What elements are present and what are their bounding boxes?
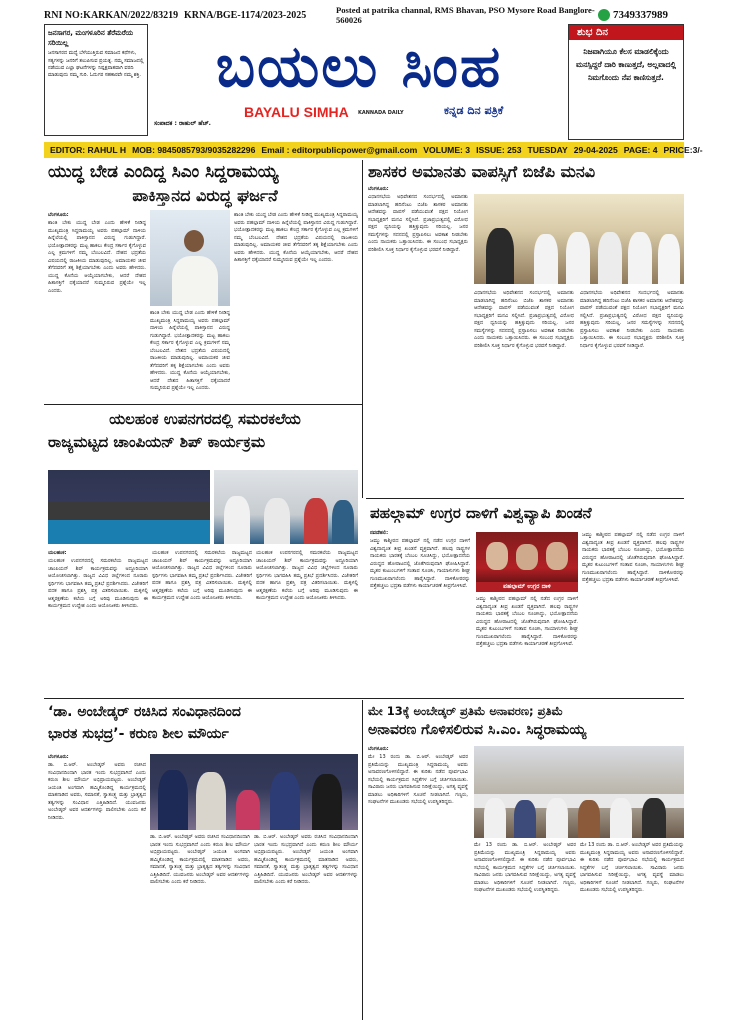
price: PRICE:3/-: [663, 145, 703, 155]
article-dateline: ಬೆಂಗಳೂರು:: [368, 746, 389, 752]
email: Email : editorpublicpower@gmail.com: [261, 145, 418, 155]
championship-guests-photo: [214, 470, 358, 544]
article-body-col3: ಮೇ 13 ರಂದು ಡಾ. ಬಿ.ಆರ್. ಅಂಬೇಡ್ಕರ್ ಅವರ ಪ್ರತಿಮೆಯನ್ನು ಮುಖ್ಯಮಂತ್ರಿ ಸಿದ್ಧರಾಮಯ್ಯ ಅವರು ಅನಾವರಣಗೊಳಿಸಲಿದ್ದಾರೆ. ಈ ಕುರಿತು ನಡೆದ ಪೂರ್ವಭಾವಿ ಸಭೆಯಲ್ಲಿ ಕಾರ್ಯಕ್ರಮದ ಸಿದ್ಧತೆಗಳ ಬಗ್ಗೆ ಚರ್ಚಿಸಲಾಯಿತು. ಸಾವಿರಾರು ಜನರು ಭಾಗವಹಿಸುವ ನಿರೀಕ್ಷೆಯಿದ್ದು, ಅಗತ್ಯ ವ್ಯವಸ್ಥೆ ಮಾಡಲು ಅಧಿಕಾರಿಗಳಿಗೆ ಸೂಚನೆ ನೀಡಲಾಗಿದೆ. ಗಣ್ಯರು, ಸಂಘಟನೆಗಳ ಮುಖಂಡರು ಸಭೆಯಲ್ಲಿ ಉಪಸ್ಥಿತರಿದ್ದರು.: [580, 842, 684, 893]
krna-number: KRNA/BGE-1174/2023-2025: [184, 9, 307, 21]
section-divider: [44, 698, 684, 699]
article-body-col3: ಜಮ್ಮು ಕಾಶ್ಮೀರದ ಪಹಲ್ಗಾಮ್ ನಲ್ಲಿ ನಡೆದ ಉಗ್ರರ ದಾಳಿಗೆ ವಿಶ್ವದಾದ್ಯಂತ ತೀವ್ರ ಖಂಡನೆ ವ್ಯಕ್ತವಾಗಿದೆ. ಹಲವು ರಾಷ್ಟ್ರಗಳ ನಾಯಕರು ಭಾರತಕ್ಕೆ ಬೆಂಬಲ ಸೂಚಿಸಿದ್ದು, ಭಯೋತ್ಪಾದನೆಯ ವಿರುದ್ಧದ ಹೋರಾಟದಲ್ಲಿ ಜೊತೆಗಿರುವುದಾಗಿ ಘೋಷಿಸಿದ್ದಾರೆ. ಮೃತರ ಕುಟುಂಬಗಳಿಗೆ ಸಂತಾಪ ಸೂಚಿಸಿ, ಗಾಯಾಳುಗಳು ಶೀಘ್ರ ಗುಣಮುಖರಾಗಲೆಂದು ಹಾರೈಸಿದ್ದಾರೆ. ದಾಳಿಕೋರರನ್ನು ಪತ್ತೆಹಚ್ಚಲು ಭದ್ರತಾ ಪಡೆಗಳು ಕಾರ್ಯಾಚರಣೆ ತೀವ್ರಗೊಳಿಸಿವೆ.: [582, 532, 684, 583]
article-body-col3: ಯಲಹಂಕ ಉಪನಗರದಲ್ಲಿ ಸಮರಕಲೆಯ ರಾಜ್ಯಮಟ್ಟದ ಚಾಂಪಿಯನ್ ಶಿಪ್ ಕಾರ್ಯಕ್ರಮವನ್ನು ಅದ್ದೂರಿಯಾಗಿ ಆಯೋಜಿಸಲಾಗಿತ್ತು. ರಾಜ್ಯದ ವಿವಿಧ ಜಿಲ್ಲೆಗಳಿಂದ ನೂರಾರು ಸ್ಪರ್ಧಿಗಳು ಭಾಗವಹಿಸಿ ತಮ್ಮ ಪ್ರತಿಭೆ ಪ್ರದರ್ಶಿಸಿದರು. ವಿಜೇತರಿಗೆ ಪದಕ ಹಾಗೂ ಪ್ರಶಸ್ತಿ ಪತ್ರ ವಿತರಿಸಲಾಯಿತು. ಮಕ್ಕಳಲ್ಲಿ ಆತ್ಮರಕ್ಷಣೆಯ ಕಲೆಯ ಬಗ್ಗೆ ಅರಿವು ಮೂಡಿಸುವುದು ಈ ಕಾರ್ಯಕ್ರಮದ ಉದ್ದೇಶ ಎಂದು ಆಯೋಜಕರು ತಿಳಿಸಿದರು.: [256, 550, 358, 601]
title-english: BAYALU SIMHA: [244, 104, 349, 120]
article-body: ಶಾಂತಿ ಬೇಕು ಯುದ್ಧ ಬೇಡ ಎಂದು ಹೇಳಿಕೆ ನೀಡಿದ್ದ ಮುಖ್ಯಮಂತ್ರಿ ಸಿದ್ದರಾಮಯ್ಯ ಅವರು ಪಹಲ್ಗಾಮ್ ದಾಳಿಯ ಹಿನ್ನೆಲೆಯಲ್ಲಿ ಪಾಕಿಸ್ತಾನದ ವಿರುದ್ಧ ಗುಡುಗಿದ್ದಾರೆ. ಭಯೋತ್ಪಾದಕರನ್ನು ಮಟ್ಟ ಹಾಕಲು ಕೇಂದ್ರ ಸರ್ಕಾರ ಕೈಗೊಳ್ಳುವ ಎಲ್ಲ ಕ್ರಮಗಳಿಗೆ ನಮ್ಮ ಬೆಂಬಲವಿದೆ. ದೇಶದ ಭದ್ರತೆಯ ವಿಷಯದಲ್ಲಿ ರಾಜಕೀಯ ಮಾಡುವುದಿಲ್ಲ. ಅಮಾಯಕರ ಜೀವ ತೆಗೆದವರಿಗೆ ತಕ್ಕ ಶಿಕ್ಷೆಯಾಗಬೇಕು ಎಂದು ಅವರು ಹೇಳಿದರು. ಯುದ್ಧ ಕೊನೆಯ ಆಯ್ಕೆಯಾಗಬೇಕು, ಆದರೆ ದೇಶದ ಹಿತಾಸಕ್ತಿಗೆ ಧಕ್ಕೆಯಾದರೆ ಸುಮ್ಮನಿರುವ ಪ್ರಶ್ನೆಯೇ ಇಲ್ಲ ಎಂದರು.: [48, 220, 146, 294]
article-body-col2: ಜಮ್ಮು ಕಾಶ್ಮೀರದ ಪಹಲ್ಗಾಮ್ ನಲ್ಲಿ ನಡೆದ ಉಗ್ರರ ದಾಳಿಗೆ ವಿಶ್ವದಾದ್ಯಂತ ತೀವ್ರ ಖಂಡನೆ ವ್ಯಕ್ತವಾಗಿದೆ. ಹಲವು ರಾಷ್ಟ್ರಗಳ ನಾಯಕರು ಭಾರತಕ್ಕೆ ಬೆಂಬಲ ಸೂಚಿಸಿದ್ದು, ಭಯೋತ್ಪಾದನೆಯ ವಿರುದ್ಧದ ಹೋರಾಟದಲ್ಲಿ ಜೊತೆಗಿರುವುದಾಗಿ ಘೋಷಿಸಿದ್ದಾರೆ. ಮೃತರ ಕುಟುಂಬಗಳಿಗೆ ಸಂತಾಪ ಸೂಚಿಸಿ, ಗಾಯಾಳುಗಳು ಶೀಘ್ರ ಗುಣಮುಖರಾಗಲೆಂದು ಹಾರೈಸಿದ್ದಾರೆ. ದಾಳಿಕೋರರನ್ನು ಪತ್ತೆಹಚ್ಚಲು ಭದ್ರತಾ ಪಡೆಗಳು ಕಾರ್ಯಾಚರಣೆ ತೀವ್ರಗೊಳಿಸಿವೆ.: [476, 596, 578, 647]
left-info-box: [44, 24, 148, 136]
column-divider: [362, 700, 363, 1020]
article-body: ಡಾ. ಬಿ.ಆರ್. ಅಂಬೇಡ್ಕರ್ ಅವರು ರಚಿಸಿದ ಸಂವಿಧಾನದಿಂದಾಗಿ ಭಾರತ ಇಂದು ಸುಭದ್ರವಾಗಿದೆ ಎಂದು ಕರುಣ ಶೀಲ ಮೌರ್ಯ ಅಭಿಪ್ರಾಯಪಟ್ಟರು. ಅಂಬೇಡ್ಕರ್ ಜಯಂತಿ ಅಂಗವಾಗಿ ಹಮ್ಮಿಕೊಂಡಿದ್ದ ಕಾರ್ಯಕ್ರಮದಲ್ಲಿ ಮಾತನಾಡಿದ ಅವರು, ಸಮಾನತೆ, ಸ್ವಾತಂತ್ರ್ಯ ಮತ್ತು ಭ್ರಾತೃತ್ವದ ತತ್ವಗಳನ್ನು ಸಂವಿಧಾನ ಎತ್ತಿಹಿಡಿದಿದೆ. ಯುವಜನರು ಅಂಬೇಡ್ಕರ್ ಅವರ ಆದರ್ಶಗಳನ್ನು ಪಾಲಿಸಬೇಕು ಎಂದು ಕರೆ ನೀಡಿದರು.: [48, 762, 146, 821]
article-subheadline: ಅನಾವರಣ ಗೊಳಿಸಲಿರುವ ಸಿ.ಎಂ. ಸಿದ್ಧರಾಮಯ್ಯ: [368, 722, 587, 738]
article-body: ಜಮ್ಮು ಕಾಶ್ಮೀರದ ಪಹಲ್ಗಾಮ್ ನಲ್ಲಿ ನಡೆದ ಉಗ್ರರ ದಾಳಿಗೆ ವಿಶ್ವದಾದ್ಯಂತ ತೀವ್ರ ಖಂಡನೆ ವ್ಯಕ್ತವಾಗಿದೆ. ಹಲವು ರಾಷ್ಟ್ರಗಳ ನಾಯಕರು ಭಾರತಕ್ಕೆ ಬೆಂಬಲ ಸೂಚಿಸಿದ್ದು, ಭಯೋತ್ಪಾದನೆಯ ವಿರುದ್ಧದ ಹೋರಾಟದಲ್ಲಿ ಜೊತೆಗಿರುವುದಾಗಿ ಘೋಷಿಸಿದ್ದಾರೆ. ಮೃತರ ಕುಟುಂಬಗಳಿಗೆ ಸಂತಾಪ ಸೂಚಿಸಿ, ಗಾಯಾಳುಗಳು ಶೀಘ್ರ ಗುಣಮುಖರಾಗಲೆಂದು ಹಾರೈಸಿದ್ದಾರೆ. ದಾಳಿಕೋರರನ್ನು ಪತ್ತೆಹಚ್ಚಲು ಭದ್ರತಾ ಪಡೆಗಳು ಕಾರ್ಯಾಚರಣೆ ತೀವ್ರಗೊಳಿಸಿವೆ.: [370, 538, 470, 589]
info-bar: [44, 142, 703, 158]
lamp-lighting-photo: [150, 754, 358, 830]
article-headline: ‘ಡಾ. ಅಂಬೇಡ್ಕರ್ ರಚಿಸಿದ ಸಂವಿಧಾನದಿಂದ: [48, 704, 241, 720]
cm-photo: [150, 210, 230, 306]
article-body-col2: ಡಾ. ಬಿ.ಆರ್. ಅಂಬೇಡ್ಕರ್ ಅವರು ರಚಿಸಿದ ಸಂವಿಧಾನದಿಂದಾಗಿ ಭಾರತ ಇಂದು ಸುಭದ್ರವಾಗಿದೆ ಎಂದು ಕರುಣ ಶೀಲ ಮೌರ್ಯ ಅಭಿಪ್ರಾಯಪಟ್ಟರು. ಅಂಬೇಡ್ಕರ್ ಜಯಂತಿ ಅಂಗವಾಗಿ ಹಮ್ಮಿಕೊಂಡಿದ್ದ ಕಾರ್ಯಕ್ರಮದಲ್ಲಿ ಮಾತನಾಡಿದ ಅವರು, ಸಮಾನತೆ, ಸ್ವಾತಂತ್ರ್ಯ ಮತ್ತು ಭ್ರಾತೃತ್ವದ ತತ್ವಗಳನ್ನು ಸಂವಿಧಾನ ಎತ್ತಿಹಿಡಿದಿದೆ. ಯುವಜನರು ಅಂಬೇಡ್ಕರ್ ಅವರ ಆದರ್ಶಗಳನ್ನು ಪಾಲಿಸಬೇಕು ಎಂದು ಕರೆ ನೀಡಿದರು.: [150, 834, 250, 885]
article-body-col2: ಶಾಂತಿ ಬೇಕು ಯುದ್ಧ ಬೇಡ ಎಂದು ಹೇಳಿಕೆ ನೀಡಿದ್ದ ಮುಖ್ಯಮಂತ್ರಿ ಸಿದ್ದರಾಮಯ್ಯ ಅವರು ಪಹಲ್ಗಾಮ್ ದಾಳಿಯ ಹಿನ್ನೆಲೆಯಲ್ಲಿ ಪಾಕಿಸ್ತಾನದ ವಿರುದ್ಧ ಗುಡುಗಿದ್ದಾರೆ. ಭಯೋತ್ಪಾದಕರನ್ನು ಮಟ್ಟ ಹಾಕಲು ಕೇಂದ್ರ ಸರ್ಕಾರ ಕೈಗೊಳ್ಳುವ ಎಲ್ಲ ಕ್ರಮಗಳಿಗೆ ನಮ್ಮ ಬೆಂಬಲವಿದೆ. ದೇಶದ ಭದ್ರತೆಯ ವಿಷಯದಲ್ಲಿ ರಾಜಕೀಯ ಮಾಡುವುದಿಲ್ಲ. ಅಮಾಯಕರ ಜೀವ ತೆಗೆದವರಿಗೆ ತಕ್ಕ ಶಿಕ್ಷೆಯಾಗಬೇಕು ಎಂದು ಅವರು ಹೇಳಿದರು. ಯುದ್ಧ ಕೊನೆಯ ಆಯ್ಕೆಯಾಗಬೇಕು, ಆದರೆ ದೇಶದ ಹಿತಾಸಕ್ತಿಗೆ ಧಕ್ಕೆಯಾದರೆ ಸುಮ್ಮನಿರುವ ಪ್ರಶ್ನೆಯೇ ಇಲ್ಲ ಎಂದರು.: [150, 310, 230, 391]
quote-box-body: ನಿಜವಾಗಿಯೂ ಕೆಲಸ ಮಾಡಲಿಕ್ಕೆಂದು ಮನಸ್ಸಿದ್ದರೆ ದಾರಿ ಕಾಣುತ್ತದೆ, ಅಲ್ಲವಾದಲ್ಲಿ ನಿಮಗೊಂದು ನೆಪ ಕಾಣಿಸುತ್ತದೆ.: [575, 47, 677, 82]
editor-line: ಸಂಪಾದಕ : ರಾಹುಲ್ ಹೆಚ್.: [154, 120, 211, 127]
tagline: ಕನ್ನಡ ದಿನ ಪತ್ರಿಕೆ: [444, 104, 504, 117]
article-headline: ಪಹಲ್ಗಾಮ್ ಉಗ್ರರ ದಾಳಿಗೆ ವಿಶ್ವವ್ಯಾಪಿ ಖಂಡನೆ: [370, 504, 592, 522]
mobile-numbers: MOB: 9845085793/9035282296: [132, 145, 256, 155]
column-divider: [362, 160, 363, 498]
date: 29-04-2025: [573, 145, 618, 155]
quote-box: [568, 24, 684, 140]
posted-address: Posted at patrika channal, RMS Bhavan, PSO Mysore Road Banglore-560026: [336, 5, 595, 25]
article-subheadline: ಪಾಕಿಸ್ತಾನದ ವಿರುದ್ಧ ಘರ್ಜನೆ: [132, 186, 278, 205]
page-number: PAGE: 4: [623, 145, 658, 155]
article-dateline: ನವದೆಹಲಿ:: [370, 530, 389, 536]
left-box-body: ಜನಸಾಗರದ ಮಧ್ಯೆ ಬೆಳೆಯುತ್ತಿರುವ ಸಮಾಜದ ಕಥೆಗಳು, ಸತ್ಯಗಳನ್ನು ಜನರಿಗೆ ತಲುಪಿಸುವ ಪ್ರಯತ್ನ. ನಮ್ಮ ಸಮಾಜದಲ್ಲಿ ನಡೆಯುವ ಎಲ್ಲಾ ಘಟನೆಗಳನ್ನು ನಿಷ್ಪಕ್ಷಪಾತವಾಗಿ ವರದಿ ಮಾಡುವುದು ನಮ್ಮ ಗುರಿ. ಓದುಗರ ಸಹಕಾರವೇ ನಮ್ಮ ಶಕ್ತಿ.: [48, 50, 144, 79]
article-subheadline: ಭಾರತ ಸುಭದ್ರ’- ಕರುಣ ಶೀಲ ಮೌರ್ಯ: [48, 726, 229, 742]
article-dateline: ಬೆಂಗಳೂರು:: [48, 754, 69, 760]
rni-number: RNI NO:KARKAN/2022/83219: [44, 9, 179, 21]
article-body-col3: ಡಾ. ಬಿ.ಆರ್. ಅಂಬೇಡ್ಕರ್ ಅವರು ರಚಿಸಿದ ಸಂವಿಧಾನದಿಂದಾಗಿ ಭಾರತ ಇಂದು ಸುಭದ್ರವಾಗಿದೆ ಎಂದು ಕರುಣ ಶೀಲ ಮೌರ್ಯ ಅಭಿಪ್ರಾಯಪಟ್ಟರು. ಅಂಬೇಡ್ಕರ್ ಜಯಂತಿ ಅಂಗವಾಗಿ ಹಮ್ಮಿಕೊಂಡಿದ್ದ ಕಾರ್ಯಕ್ರಮದಲ್ಲಿ ಮಾತನಾಡಿದ ಅವರು, ಸಮಾನತೆ, ಸ್ವಾತಂತ್ರ್ಯ ಮತ್ತು ಭ್ರಾತೃತ್ವದ ತತ್ವಗಳನ್ನು ಸಂವಿಧಾನ ಎತ್ತಿಹಿಡಿದಿದೆ. ಯುವಜನರು ಅಂಬೇಡ್ಕರ್ ಅವರ ಆದರ್ಶಗಳನ್ನು ಪಾಲಿಸಬೇಕು ಎಂದು ಕರೆ ನೀಡಿದರು.: [254, 834, 358, 885]
left-box-heading: ಜನಸಾಗರ, ಮಂಗಳೂರಿನ ತೆರೆಮರೆಯ ಸರಿಯಿಲ್ಲ: [48, 29, 134, 48]
article-body-col2: ಮೇ 13 ರಂದು ಡಾ. ಬಿ.ಆರ್. ಅಂಬೇಡ್ಕರ್ ಅವರ ಪ್ರತಿಮೆಯನ್ನು ಮುಖ್ಯಮಂತ್ರಿ ಸಿದ್ಧರಾಮಯ್ಯ ಅವರು ಅನಾವರಣಗೊಳಿಸಲಿದ್ದಾರೆ. ಈ ಕುರಿತು ನಡೆದ ಪೂರ್ವಭಾವಿ ಸಭೆಯಲ್ಲಿ ಕಾರ್ಯಕ್ರಮದ ಸಿದ್ಧತೆಗಳ ಬಗ್ಗೆ ಚರ್ಚಿಸಲಾಯಿತು. ಸಾವಿರಾರು ಜನರು ಭಾಗವಹಿಸುವ ನಿರೀಕ್ಷೆಯಿದ್ದು, ಅಗತ್ಯ ವ್ಯವಸ್ಥೆ ಮಾಡಲು ಅಧಿಕಾರಿಗಳಿಗೆ ಸೂಚನೆ ನೀಡಲಾಗಿದೆ. ಗಣ್ಯರು, ಸಂಘಟನೆಗಳ ಮುಖಂಡರು ಸಭೆಯಲ್ಲಿ ಉಪಸ್ಥಿತರಿದ್ದರು.: [474, 842, 576, 893]
day: TUESDAY: [527, 145, 568, 155]
newspaper-title: ಬಯಲು ಸಿಂಹ: [215, 32, 503, 100]
title-english-small: KANNADA DAILY: [358, 110, 404, 116]
article-headline: ಯುದ್ಧ ಬೇಡ ಎಂದಿದ್ದ ಸಿಎಂ ಸಿದ್ದರಾಮಯ್ಯ: [48, 162, 279, 182]
issue: ISSUE: 253: [476, 145, 522, 155]
meeting-photo: [474, 746, 684, 838]
masthead: [44, 24, 684, 142]
volume: VOLUME: 3: [423, 145, 471, 155]
article-dateline: ಬೆಂಗಳೂರು:: [48, 212, 69, 218]
quote-box-heading: ಶುಭ ದಿನ: [569, 25, 683, 40]
whatsapp-contact: [598, 9, 668, 21]
section-divider: [44, 404, 362, 405]
article-dateline: ಯಲಹಂಕ:: [48, 550, 67, 556]
editor-name: EDITOR: RAHUL H: [50, 145, 127, 155]
article-body-col2: ವಿಧಾನಸಭೆಯ ಅಧಿವೇಶನದ ಸಂದರ್ಭದಲ್ಲಿ ಅಮಾನತು ಮಾಡಲಾಗಿದ್ದ ಹದಿನೆಂಟು ಬಿಜೆಪಿ ಶಾಸಕರ ಅಮಾನತು ಆದೇಶವನ್ನು ವಾಪಸ್ ಪಡೆಯುವಂತೆ ಪಕ್ಷದ ನಿಯೋಗ ಸಭಾಧ್ಯಕ್ಷರಿಗೆ ಮನವಿ ಸಲ್ಲಿಸಿದೆ. ಪ್ರಜಾಪ್ರಭುತ್ವದಲ್ಲಿ ವಿರೋಧ ಪಕ್ಷದ ಧ್ವನಿಯನ್ನು ಹತ್ತಿಕ್ಕುವುದು ಸರಿಯಲ್ಲ. ಜನರ ಸಮಸ್ಯೆಗಳನ್ನು ಸದನದಲ್ಲಿ ಪ್ರಸ್ತಾಪಿಸಲು ಅವಕಾಶ ನೀಡಬೇಕು ಎಂದು ನಾಯಕರು ಒತ್ತಾಯಿಸಿದರು. ಈ ಸಂಬಂಧ ಸಭಾಧ್ಯಕ್ಷರು ಪರಿಶೀಲಿಸಿ ಸೂಕ್ತ ನಿರ್ಧಾರ ಕೈಗೊಳ್ಳುವ ಭರವಸೆ ನೀಡಿದ್ದಾರೆ.: [474, 290, 574, 349]
top-bar: [44, 6, 684, 24]
article-body-col3: ವಿಧಾನಸಭೆಯ ಅಧಿವೇಶನದ ಸಂದರ್ಭದಲ್ಲಿ ಅಮಾನತು ಮಾಡಲಾಗಿದ್ದ ಹದಿನೆಂಟು ಬಿಜೆಪಿ ಶಾಸಕರ ಅಮಾನತು ಆದೇಶವನ್ನು ವಾಪಸ್ ಪಡೆಯುವಂತೆ ಪಕ್ಷದ ನಿಯೋಗ ಸಭಾಧ್ಯಕ್ಷರಿಗೆ ಮನವಿ ಸಲ್ಲಿಸಿದೆ. ಪ್ರಜಾಪ್ರಭುತ್ವದಲ್ಲಿ ವಿರೋಧ ಪಕ್ಷದ ಧ್ವನಿಯನ್ನು ಹತ್ತಿಕ್ಕುವುದು ಸರಿಯಲ್ಲ. ಜನರ ಸಮಸ್ಯೆಗಳನ್ನು ಸದನದಲ್ಲಿ ಪ್ರಸ್ತಾಪಿಸಲು ಅವಕಾಶ ನೀಡಬೇಕು ಎಂದು ನಾಯಕರು ಒತ್ತಾಯಿಸಿದರು. ಈ ಸಂಬಂಧ ಸಭಾಧ್ಯಕ್ಷರು ಪರಿಶೀಲಿಸಿ ಸೂಕ್ತ ನಿರ್ಧಾರ ಕೈಗೊಳ್ಳುವ ಭರವಸೆ ನೀಡಿದ್ದಾರೆ.: [580, 290, 684, 349]
article-subheadline: ರಾಜ್ಯಮಟ್ಟದ ಚಾಂಪಿಯನ್ ಶಿಪ್ ಕಾರ್ಯಕ್ರಮ: [48, 433, 266, 451]
article-body: ಮೇ 13 ರಂದು ಡಾ. ಬಿ.ಆರ್. ಅಂಬೇಡ್ಕರ್ ಅವರ ಪ್ರತಿಮೆಯನ್ನು ಮುಖ್ಯಮಂತ್ರಿ ಸಿದ್ಧರಾಮಯ್ಯ ಅವರು ಅನಾವರಣಗೊಳಿಸಲಿದ್ದಾರೆ. ಈ ಕುರಿತು ನಡೆದ ಪೂರ್ವಭಾವಿ ಸಭೆಯಲ್ಲಿ ಕಾರ್ಯಕ್ರಮದ ಸಿದ್ಧತೆಗಳ ಬಗ್ಗೆ ಚರ್ಚಿಸಲಾಯಿತು. ಸಾವಿರಾರು ಜನರು ಭಾಗವಹಿಸುವ ನಿರೀಕ್ಷೆಯಿದ್ದು, ಅಗತ್ಯ ವ್ಯವಸ್ಥೆ ಮಾಡಲು ಅಧಿಕಾರಿಗಳಿಗೆ ಸೂಚನೆ ನೀಡಲಾಗಿದೆ. ಗಣ್ಯರು, ಸಂಘಟನೆಗಳ ಮುಖಂಡರು ಸಭೆಯಲ್ಲಿ ಉಪಸ್ಥಿತರಿದ್ದರು.: [368, 754, 468, 805]
article-dateline: ಬೆಂಗಳೂರು:: [368, 186, 389, 192]
phone-number: 7349337989: [613, 9, 668, 21]
championship-group-photo: [48, 470, 210, 544]
article-headline: ಯಲಹಂಕ ಉಪನಗರದಲ್ಲಿ ಸಮರಕಲೆಯ: [109, 410, 301, 428]
image-caption: ಪಹಲ್ಗಾಮ್ ಉಗ್ರರ ದಾಳಿ: [476, 582, 578, 592]
article-body: ಯಲಹಂಕ ಉಪನಗರದಲ್ಲಿ ಸಮರಕಲೆಯ ರಾಜ್ಯಮಟ್ಟದ ಚಾಂಪಿಯನ್ ಶಿಪ್ ಕಾರ್ಯಕ್ರಮವನ್ನು ಅದ್ದೂರಿಯಾಗಿ ಆಯೋಜಿಸಲಾಗಿತ್ತು. ರಾಜ್ಯದ ವಿವಿಧ ಜಿಲ್ಲೆಗಳಿಂದ ನೂರಾರು ಸ್ಪರ್ಧಿಗಳು ಭಾಗವಹಿಸಿ ತಮ್ಮ ಪ್ರತಿಭೆ ಪ್ರದರ್ಶಿಸಿದರು. ವಿಜೇತರಿಗೆ ಪದಕ ಹಾಗೂ ಪ್ರಶಸ್ತಿ ಪತ್ರ ವಿತರಿಸಲಾಯಿತು. ಮಕ್ಕಳಲ್ಲಿ ಆತ್ಮರಕ್ಷಣೆಯ ಕಲೆಯ ಬಗ್ಗೆ ಅರಿವು ಮೂಡಿಸುವುದು ಈ ಕಾರ್ಯಕ್ರಮದ ಉದ್ದೇಶ ಎಂದು ಆಯೋಜಕರು ತಿಳಿಸಿದರು.: [48, 558, 148, 609]
whatsapp-icon: [598, 9, 610, 21]
article-body: ವಿಧಾನಸಭೆಯ ಅಧಿವೇಶನದ ಸಂದರ್ಭದಲ್ಲಿ ಅಮಾನತು ಮಾಡಲಾಗಿದ್ದ ಹದಿನೆಂಟು ಬಿಜೆಪಿ ಶಾಸಕರ ಅಮಾನತು ಆದೇಶವನ್ನು ವಾಪಸ್ ಪಡೆಯುವಂತೆ ಪಕ್ಷದ ನಿಯೋಗ ಸಭಾಧ್ಯಕ್ಷರಿಗೆ ಮನವಿ ಸಲ್ಲಿಸಿದೆ. ಪ್ರಜಾಪ್ರಭುತ್ವದಲ್ಲಿ ವಿರೋಧ ಪಕ್ಷದ ಧ್ವನಿಯನ್ನು ಹತ್ತಿಕ್ಕುವುದು ಸರಿಯಲ್ಲ. ಜನರ ಸಮಸ್ಯೆಗಳನ್ನು ಸದನದಲ್ಲಿ ಪ್ರಸ್ತಾಪಿಸಲು ಅವಕಾಶ ನೀಡಬೇಕು ಎಂದು ನಾಯಕರು ಒತ್ತಾಯಿಸಿದರು. ಈ ಸಂಬಂಧ ಸಭಾಧ್ಯಕ್ಷರು ಪರಿಶೀಲಿಸಿ ಸೂಕ್ತ ನಿರ್ಧಾರ ಕೈಗೊಳ್ಳುವ ಭರವಸೆ ನೀಡಿದ್ದಾರೆ.: [368, 194, 468, 253]
article-headline: ಮೇ 13ಕ್ಕೆ ಅಂಬೇಡ್ಕರ್ ಪ್ರತಿಮೆ ಅನಾವರಣ; ಪ್ರತಿಮೆ: [368, 704, 563, 718]
section-divider: [366, 498, 684, 499]
article-body-col2: ಯಲಹಂಕ ಉಪನಗರದಲ್ಲಿ ಸಮರಕಲೆಯ ರಾಜ್ಯಮಟ್ಟದ ಚಾಂಪಿಯನ್ ಶಿಪ್ ಕಾರ್ಯಕ್ರಮವನ್ನು ಅದ್ದೂರಿಯಾಗಿ ಆಯೋಜಿಸಲಾಗಿತ್ತು. ರಾಜ್ಯದ ವಿವಿಧ ಜಿಲ್ಲೆಗಳಿಂದ ನೂರಾರು ಸ್ಪರ್ಧಿಗಳು ಭಾಗವಹಿಸಿ ತಮ್ಮ ಪ್ರತಿಭೆ ಪ್ರದರ್ಶಿಸಿದರು. ವಿಜೇತರಿಗೆ ಪದಕ ಹಾಗೂ ಪ್ರಶಸ್ತಿ ಪತ್ರ ವಿತರಿಸಲಾಯಿತು. ಮಕ್ಕಳಲ್ಲಿ ಆತ್ಮರಕ್ಷಣೆಯ ಕಲೆಯ ಬಗ್ಗೆ ಅರಿವು ಮೂಡಿಸುವುದು ಈ ಕಾರ್ಯಕ್ರಮದ ಉದ್ದೇಶ ಎಂದು ಆಯೋಜಕರು ತಿಳಿಸಿದರು.: [152, 550, 252, 601]
pahalgam-photo: [476, 532, 578, 592]
article-headline: ಶಾಸಕರ ಅಮಾನತು ವಾಪಸ್ಸಿಗೆ ಬಿಜೆಪಿ ಮನವಿ: [368, 162, 596, 181]
bjp-delegation-photo: [474, 194, 684, 284]
article-body-col3: ಶಾಂತಿ ಬೇಕು ಯುದ್ಧ ಬೇಡ ಎಂದು ಹೇಳಿಕೆ ನೀಡಿದ್ದ ಮುಖ್ಯಮಂತ್ರಿ ಸಿದ್ದರಾಮಯ್ಯ ಅವರು ಪಹಲ್ಗಾಮ್ ದಾಳಿಯ ಹಿನ್ನೆಲೆಯಲ್ಲಿ ಪಾಕಿಸ್ತಾನದ ವಿರುದ್ಧ ಗುಡುಗಿದ್ದಾರೆ. ಭಯೋತ್ಪಾದಕರನ್ನು ಮಟ್ಟ ಹಾಕಲು ಕೇಂದ್ರ ಸರ್ಕಾರ ಕೈಗೊಳ್ಳುವ ಎಲ್ಲ ಕ್ರಮಗಳಿಗೆ ನಮ್ಮ ಬೆಂಬಲವಿದೆ. ದೇಶದ ಭದ್ರತೆಯ ವಿಷಯದಲ್ಲಿ ರಾಜಕೀಯ ಮಾಡುವುದಿಲ್ಲ. ಅಮಾಯಕರ ಜೀವ ತೆಗೆದವರಿಗೆ ತಕ್ಕ ಶಿಕ್ಷೆಯಾಗಬೇಕು ಎಂದು ಅವರು ಹೇಳಿದರು. ಯುದ್ಧ ಕೊನೆಯ ಆಯ್ಕೆಯಾಗಬೇಕು, ಆದರೆ ದೇಶದ ಹಿತಾಸಕ್ತಿಗೆ ಧಕ್ಕೆಯಾದರೆ ಸುಮ್ಮನಿರುವ ಪ್ರಶ್ನೆಯೇ ಇಲ್ಲ ಎಂದರು.: [234, 212, 358, 263]
